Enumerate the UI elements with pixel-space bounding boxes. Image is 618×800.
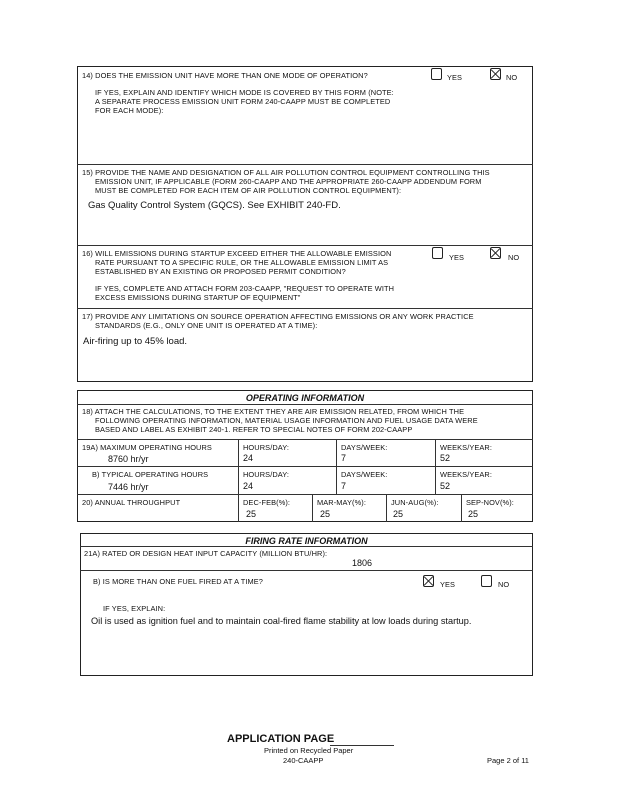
q21b-label: B) IS MORE THAN ONE FUEL FIRED AT A TIME?: [93, 577, 264, 586]
q21a-label: 21A) RATED OR DESIGN HEAT INPUT CAPACITY (MILLION BTU/HR):: [84, 549, 328, 558]
q16-no-label: NO: [508, 253, 520, 262]
max-hours-day-value[interactable]: 24: [243, 453, 254, 463]
q19a-value[interactable]: 8760 hr/yr: [108, 454, 149, 464]
sep-nov-label: SEP-NOV(%):: [466, 498, 514, 507]
dec-feb-label: DEC-FEB(%):: [243, 498, 291, 507]
q20-col-1: [238, 494, 239, 522]
jun-aug-value[interactable]: 25: [393, 509, 404, 519]
q19b-label: B) TYPICAL OPERATING HOURS: [92, 470, 209, 479]
q20-col-3: [386, 494, 387, 522]
q14-yes-label: YES: [447, 73, 463, 82]
sep-nov-value[interactable]: 25: [468, 509, 479, 519]
q21b-explain-label: IF YES, EXPLAIN:: [103, 604, 166, 613]
typ-weeks-year-label: WEEKS/YEAR:: [440, 470, 493, 479]
q17-answer[interactable]: Air-firing up to 45% load.: [83, 336, 188, 347]
q17-line-1: 17) PROVIDE ANY LIMITATIONS ON SOURCE OPERATION AFFECTING EMISSIONS OR ANY WORK PRACTICE: [82, 312, 474, 321]
q21a-q21b-rule: [80, 570, 533, 571]
typ-hours-day-label: HOURS/DAY:: [243, 470, 290, 479]
q14-question: 14) DOES THE EMISSION UNIT HAVE MORE THAN ONE MODE OF OPERATION?: [82, 71, 368, 80]
row-19a-19b-rule: [77, 466, 533, 467]
q19a-label: 19A) MAXIMUM OPERATING HOURS: [82, 443, 212, 452]
q19b-value[interactable]: 7446 hr/yr: [108, 482, 149, 492]
q15-answer[interactable]: Gas Quality Control System (GQCS). See EXHIBIT 240-FD.: [88, 200, 341, 211]
application-page-title: APPLICATION PAGE: [227, 733, 335, 745]
mar-may-value[interactable]: 25: [320, 509, 331, 519]
page-number: Page 2 of 11: [487, 756, 529, 765]
divider-15-16: [77, 245, 533, 246]
q16-instruction-1: IF YES, COMPLETE AND ATTACH FORM 203-CAAPP, "REQUEST TO OPERATE WITH: [95, 284, 395, 293]
operating-information-header: OPERATING INFORMATION: [245, 393, 365, 403]
max-hours-day-label: HOURS/DAY:: [243, 443, 290, 452]
typ-weeks-year-value[interactable]: 52: [440, 481, 451, 491]
q21b-yes-checkbox[interactable]: [423, 575, 434, 587]
firing-rate-header: FIRING RATE INFORMATION: [245, 536, 368, 546]
firing-header-rule: [80, 546, 533, 547]
max-weeks-year-value[interactable]: 52: [440, 453, 451, 463]
q14-instruction-2: A SEPARATE PROCESS EMISSION UNIT FORM 240-CAAPP MUST BE COMPLETED: [95, 97, 391, 106]
typ-days-week-label: DAYS/WEEK:: [341, 470, 388, 479]
q18-line-2: FOLLOWING OPERATING INFORMATION, MATERIAL USAGE INFORMATION AND FUEL USAGE DATA WERE: [95, 416, 478, 425]
q16-instruction-2: EXCESS EMISSIONS DURING STARTUP OF EQUIPMENT": [95, 293, 301, 302]
q17-line-2: STANDARDS (E.G., ONLY ONE UNIT IS OPERATED AT A TIME):: [95, 321, 318, 330]
max-weeks-year-label: WEEKS/YEAR:: [440, 443, 493, 452]
q18-bottom-rule: [77, 439, 533, 440]
q16-line-1: 16) WILL EMISSIONS DURING STARTUP EXCEED EITHER THE ALLOWABLE EMISSION: [82, 249, 392, 258]
q20-label: 20) ANNUAL THROUGHPUT: [82, 498, 181, 507]
q18-line-1: 18) ATTACH THE CALCULATIONS, TO THE EXTENT THEY ARE AIR EMISSION RELATED, FROM WHICH THE: [82, 407, 465, 416]
divider-16-17: [77, 308, 533, 309]
q15-line-2: EMISSION UNIT, IF APPLICABLE (FORM 260-CAAPP AND THE APPROPRIATE 260-CAAPP ADDENDUM FORM: [95, 177, 482, 186]
max-days-week-value[interactable]: 7: [341, 453, 347, 463]
q20-col-2: [312, 494, 313, 522]
q16-yes-checkbox[interactable]: [432, 247, 443, 259]
q15-line-1: 15) PROVIDE THE NAME AND DESIGNATION OF ALL AIR POLLUTION CONTROL EQUIPMENT CONTROLLING THIS: [82, 168, 490, 177]
printed-on-recycled-paper: Printed on Recycled Paper: [264, 746, 354, 755]
q16-yes-label: YES: [449, 253, 465, 262]
q16-no-checkbox[interactable]: [490, 247, 501, 259]
q18-line-3: BASED AND LABEL AS EXHIBIT 240-1. REFER TO SPECIAL NOTES OF FORM 202-CAAPP: [95, 425, 413, 434]
typ-days-week-value[interactable]: 7: [341, 481, 347, 491]
q21b-no-checkbox[interactable]: [481, 575, 492, 587]
q20-col-4: [461, 494, 462, 522]
q16-line-3: ESTABLISHED BY AN EXISTING OR PROPOSED PERMIT CONDITION?: [95, 267, 346, 276]
q14-no-checkbox[interactable]: [490, 68, 501, 80]
dec-feb-value[interactable]: 25: [246, 509, 257, 519]
q21b-no-label: NO: [498, 580, 510, 589]
q14-instruction-1: IF YES, EXPLAIN AND IDENTIFY WHICH MODE IS COVERED BY THIS FORM (NOTE:: [95, 88, 394, 97]
form-id: 240-CAAPP: [283, 756, 324, 765]
q21a-value[interactable]: 1806: [352, 558, 373, 568]
q21b-explain-value[interactable]: Oil is used as ignition fuel and to maintain coal-fired flame stability at low loads during startup.: [91, 616, 472, 626]
q16-line-2: RATE PURSUANT TO A SPECIFIC RULE, OR THE ALLOWABLE EMISSION LIMIT AS: [95, 258, 389, 267]
q14-yes-checkbox[interactable]: [431, 68, 442, 80]
divider-14-15: [77, 164, 533, 165]
max-days-week-label: DAYS/WEEK:: [341, 443, 388, 452]
typ-hours-day-value[interactable]: 24: [243, 481, 254, 491]
q14-instruction-3: FOR EACH MODE):: [95, 106, 164, 115]
jun-aug-label: JUN-AUG(%):: [391, 498, 439, 507]
mar-may-label: MAR-MAY(%):: [317, 498, 366, 507]
q21b-yes-label: YES: [440, 580, 456, 589]
q15-line-3: MUST BE COMPLETED FOR EACH ITEM OF AIR POLLUTION CONTROL EQUIPMENT):: [95, 186, 402, 195]
operating-header-rule: [77, 404, 533, 405]
row-19b-20-rule: [77, 494, 533, 495]
q14-no-label: NO: [506, 73, 518, 82]
